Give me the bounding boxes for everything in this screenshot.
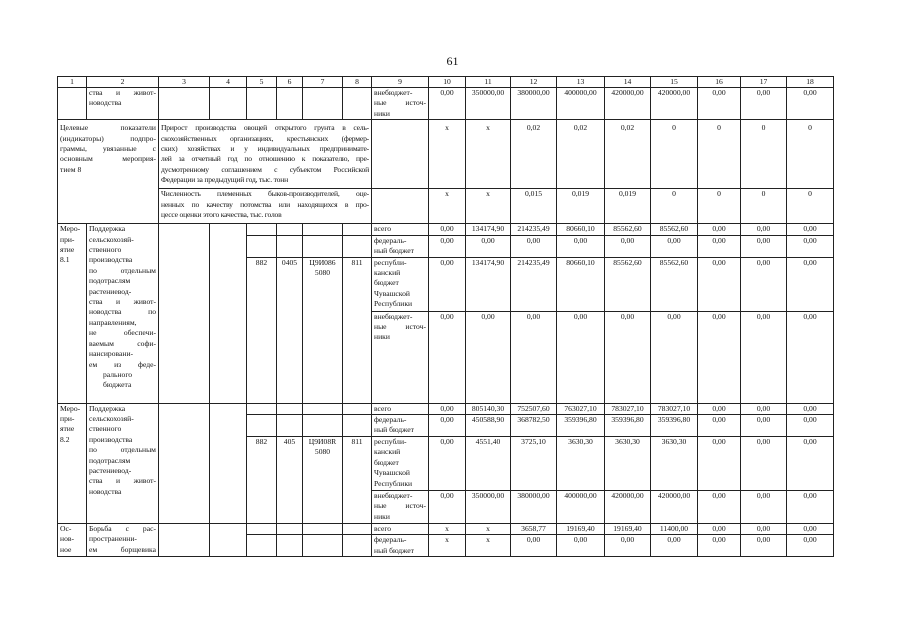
text-cell: ства и живот- новодства <box>87 88 159 120</box>
value-cell: 0,00 <box>698 88 741 120</box>
value-cell: 380000,00 <box>511 88 557 120</box>
value-cell: 19169,40 <box>557 524 605 535</box>
col-header: 5 <box>247 77 277 88</box>
value-cell: 359396,80 <box>651 415 698 437</box>
indicator-row <box>58 189 834 224</box>
value-cell: 0,00 <box>698 235 741 257</box>
value-cell: 0,00 <box>741 224 787 235</box>
col-header: 8 <box>343 77 372 88</box>
code-cell: 882 <box>247 257 277 403</box>
measure-label: Меро- при- ятие 8.2 <box>58 403 87 523</box>
column-number-row <box>58 77 834 88</box>
value-cell: 0,015 <box>511 189 557 224</box>
value-cell: 380000,00 <box>511 491 557 524</box>
value-cell: 0,00 <box>787 535 834 557</box>
value-cell: 0,00 <box>741 491 787 524</box>
value-cell: 3630,30 <box>605 437 651 491</box>
col-header: 7 <box>303 77 343 88</box>
col-header: 15 <box>651 77 698 88</box>
col-header: 2 <box>87 77 159 88</box>
value-cell: 80660,10 <box>557 257 605 311</box>
code-cell: 811 <box>343 437 372 524</box>
value-cell: 11400,00 <box>651 524 698 535</box>
value-cell: 0,019 <box>605 189 651 224</box>
value-cell: 3630,30 <box>651 437 698 491</box>
measure-label: Ос- нов- ное <box>58 524 87 557</box>
value-cell: 0 <box>698 120 741 189</box>
value-cell: 0,00 <box>651 535 698 557</box>
col-header: 11 <box>466 77 511 88</box>
value-cell: 85562,60 <box>651 257 698 311</box>
value-cell: х <box>466 524 511 535</box>
value-cell: 0,02 <box>511 120 557 189</box>
main-measure-total-row <box>58 524 834 535</box>
value-cell: 420000,00 <box>605 88 651 120</box>
value-cell: 0,00 <box>698 535 741 557</box>
funding-source-cell: всего <box>372 224 429 235</box>
measure-8-2-total-row <box>58 403 834 414</box>
value-cell: 0,00 <box>741 524 787 535</box>
col-header: 6 <box>277 77 303 88</box>
indicator-row <box>58 120 834 189</box>
value-cell: х <box>466 120 511 189</box>
value-cell: 0,00 <box>429 88 466 120</box>
funding-source-cell: республи- канский бюджет Чувашской Республики <box>372 257 429 311</box>
indicator-text: Прирост производства овощей открытого грунта в сель- скохозяйственных организациях, крестьянских (фермер- ских) хозяйствах и у индивидуальных предпринимате- лей за отчетный год по отношению к показателю, пре- дусмотренному соглашением с субъектом Российской Федерации за предыдущий год, тыс. тонн <box>159 120 372 189</box>
value-cell: 0 <box>741 120 787 189</box>
funding-source-cell: внебюджет- ные источ- ники <box>372 491 429 524</box>
code-cell: 811 <box>343 257 372 403</box>
value-cell: 0,00 <box>605 235 651 257</box>
value-cell: 0,00 <box>429 257 466 311</box>
code-cell: Ц9И08R 5080 <box>303 437 343 524</box>
value-cell: 0,00 <box>698 224 741 235</box>
col-header: 9 <box>372 77 429 88</box>
value-cell: 0,02 <box>605 120 651 189</box>
measure-name: Поддержка сельскохозяй- ственного производства по отдельным подотраслям растениевод- ства и живот- новодства по направлениям, не обеспечи- ваемым софи- нансировани- ем из феде- рального бюджета <box>87 224 159 403</box>
value-cell: 763027,10 <box>557 403 605 414</box>
value-cell: 0 <box>698 189 741 224</box>
value-cell: 0,00 <box>787 88 834 120</box>
value-cell: 0,00 <box>429 403 466 414</box>
value-cell: 0,00 <box>511 311 557 403</box>
funding-source-cell: федераль- ный бюджет <box>372 535 429 557</box>
value-cell: 0,00 <box>787 491 834 524</box>
col-header: 12 <box>511 77 557 88</box>
indicator-text: Численность племенных быков-производителей, оце- ненных по качеству потомства или находящихся в про- цессе оценки этого качества, тыс. голов <box>159 189 372 224</box>
funding-source-cell: всего <box>372 403 429 414</box>
value-cell: 420000,00 <box>651 88 698 120</box>
value-cell: х <box>429 120 466 189</box>
value-cell: 752507,60 <box>511 403 557 414</box>
value-cell: 0,00 <box>741 415 787 437</box>
col-header: 16 <box>698 77 741 88</box>
col-header: 13 <box>557 77 605 88</box>
value-cell: 80660,10 <box>557 224 605 235</box>
value-cell: 368782,50 <box>511 415 557 437</box>
value-cell: 805140,30 <box>466 403 511 414</box>
funding-source-cell: федераль- ный бюджет <box>372 235 429 257</box>
value-cell: 0,00 <box>741 403 787 414</box>
value-cell: 400000,00 <box>557 491 605 524</box>
value-cell: 350000,00 <box>466 491 511 524</box>
value-cell: 3725,10 <box>511 437 557 491</box>
value-cell: 0,00 <box>787 437 834 491</box>
value-cell: 0,019 <box>557 189 605 224</box>
value-cell: 134174,90 <box>466 257 511 311</box>
measure-name: Поддержка сельскохозяй- ственного производства по отдельным подотраслям растениевод- ства и живот- новодства <box>87 403 159 523</box>
value-cell: 783027,10 <box>605 403 651 414</box>
col-header: 17 <box>741 77 787 88</box>
col-header: 1 <box>58 77 87 88</box>
value-cell: 0,00 <box>557 235 605 257</box>
value-cell: 0,00 <box>429 235 466 257</box>
funding-source-cell: внебюджет- ные источ- ники <box>372 88 429 120</box>
value-cell: 0,00 <box>698 403 741 414</box>
value-cell: 0,00 <box>429 224 466 235</box>
value-cell: 85562,60 <box>605 257 651 311</box>
funding-source-cell: федераль- ный бюджет <box>372 415 429 437</box>
value-cell: х <box>466 535 511 557</box>
code-cell: 0405 <box>277 257 303 403</box>
code-cell: Ц9И086 5080 <box>303 257 343 403</box>
value-cell: 783027,10 <box>651 403 698 414</box>
value-cell: 0,02 <box>557 120 605 189</box>
value-cell: х <box>466 189 511 224</box>
value-cell: 0 <box>741 189 787 224</box>
value-cell: 0,00 <box>651 311 698 403</box>
value-cell: 0,00 <box>557 535 605 557</box>
value-cell: 0 <box>787 120 834 189</box>
value-cell: 0,00 <box>787 311 834 403</box>
measure-label: Меро- при- ятие 8.1 <box>58 224 87 403</box>
value-cell: 0,00 <box>787 403 834 414</box>
value-cell: 0,00 <box>741 311 787 403</box>
value-cell: 400000,00 <box>557 88 605 120</box>
value-cell: 0,00 <box>466 311 511 403</box>
value-cell: 19169,40 <box>605 524 651 535</box>
value-cell: 0,00 <box>787 524 834 535</box>
measure-name: Борьба с рас- пространенни- ем борщевика <box>87 524 159 557</box>
page-number: 61 <box>446 54 459 68</box>
value-cell: 0,00 <box>698 524 741 535</box>
value-cell: 214235,49 <box>511 257 557 311</box>
funding-source-cell: внебюджет- ные источ- ники <box>372 311 429 403</box>
value-cell: 0,00 <box>429 311 466 403</box>
code-cell: 882 <box>247 437 277 524</box>
value-cell: 0,00 <box>698 257 741 311</box>
col-header: 10 <box>429 77 466 88</box>
value-cell: 0,00 <box>651 235 698 257</box>
value-cell: х <box>429 535 466 557</box>
value-cell: 420000,00 <box>651 491 698 524</box>
value-cell: 3658,77 <box>511 524 557 535</box>
code-cell: 405 <box>277 437 303 524</box>
value-cell: 0,00 <box>741 257 787 311</box>
value-cell: 0,00 <box>787 235 834 257</box>
value-cell: 85562,60 <box>605 224 651 235</box>
value-cell: 214235,49 <box>511 224 557 235</box>
value-cell: 0 <box>651 120 698 189</box>
value-cell: 0,00 <box>511 235 557 257</box>
value-cell: 3630,30 <box>557 437 605 491</box>
funding-source-cell: всего <box>372 524 429 535</box>
value-cell: х <box>429 524 466 535</box>
value-cell: 0,00 <box>787 224 834 235</box>
measure-8-1-total-row <box>58 224 834 235</box>
value-cell: 0,00 <box>429 415 466 437</box>
value-cell: 85562,60 <box>651 224 698 235</box>
value-cell: х <box>429 189 466 224</box>
value-cell: 0 <box>787 189 834 224</box>
value-cell: 0,00 <box>605 535 651 557</box>
value-cell: 420000,00 <box>605 491 651 524</box>
value-cell: 0,00 <box>787 415 834 437</box>
col-header: 4 <box>210 77 247 88</box>
value-cell: 0,00 <box>698 311 741 403</box>
value-cell: 0,00 <box>741 535 787 557</box>
value-cell: 0,00 <box>605 311 651 403</box>
value-cell: 359396,80 <box>605 415 651 437</box>
value-cell: 4551,40 <box>466 437 511 491</box>
value-cell: 350000,00 <box>466 88 511 120</box>
value-cell: 0,00 <box>557 311 605 403</box>
value-cell: 359396,80 <box>557 415 605 437</box>
value-cell: 450588,90 <box>466 415 511 437</box>
budget-table <box>57 76 834 557</box>
col-header: 14 <box>605 77 651 88</box>
value-cell: 0,00 <box>741 437 787 491</box>
targets-label: Целевые показатели (индикаторы) подпро- граммы, увязанные с основным мероприя- тием 8 <box>58 120 159 224</box>
value-cell: 0,00 <box>429 437 466 491</box>
value-cell: 0,00 <box>466 235 511 257</box>
continuation-row <box>58 88 834 120</box>
value-cell: 0,00 <box>698 491 741 524</box>
value-cell: 0,00 <box>787 257 834 311</box>
value-cell: 0,00 <box>741 235 787 257</box>
value-cell: 0,00 <box>698 415 741 437</box>
value-cell: 0,00 <box>511 535 557 557</box>
value-cell: 0,00 <box>429 491 466 524</box>
value-cell: 0 <box>651 189 698 224</box>
value-cell: 0,00 <box>741 88 787 120</box>
value-cell: 0,00 <box>698 437 741 491</box>
value-cell: 134174,90 <box>466 224 511 235</box>
col-header: 18 <box>787 77 834 88</box>
funding-source-cell: республи- канский бюджет Чувашской Республики <box>372 437 429 491</box>
col-header: 3 <box>159 77 210 88</box>
